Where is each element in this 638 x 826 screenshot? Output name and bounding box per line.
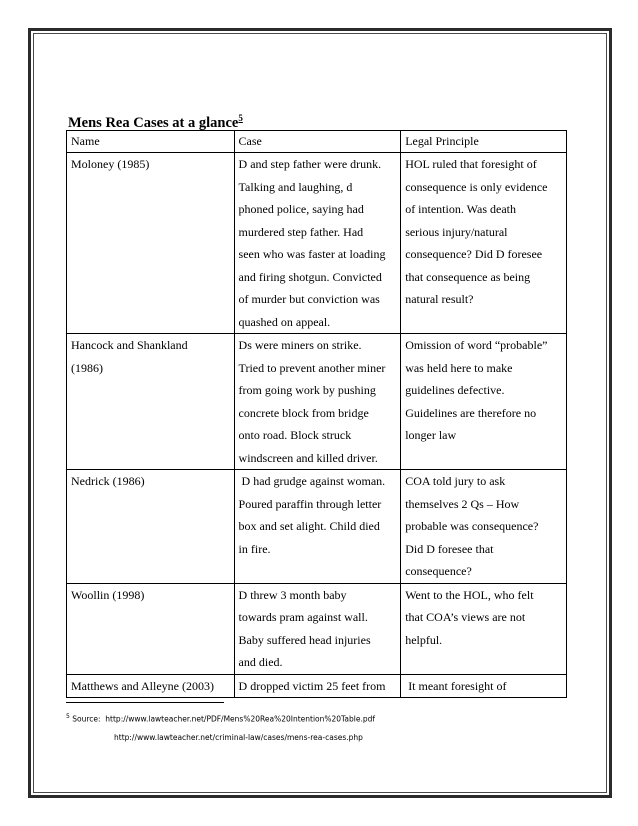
cell-line: guidelines defective. (405, 383, 505, 397)
footnote-separator (66, 702, 224, 703)
page-title: Mens Rea Cases at a glance$^5$ (68, 113, 243, 131)
table-row (67, 470, 567, 584)
cell-line: Poured paraffin through letter (238, 496, 382, 511)
cell-legal-principle (401, 153, 567, 334)
cell-line: themselves 2 Qs – How (405, 496, 520, 511)
cell-line: and firing shotgun. Convicted (238, 269, 382, 284)
column-header-legal-principle: Legal Principle (401, 131, 567, 153)
cell-line: Tried to prevent another miner (238, 360, 386, 375)
footnote-label: Source: (72, 714, 101, 724)
cell-line: was held here to make (405, 360, 513, 375)
cell-name (67, 334, 235, 470)
cell-line: Talking and laughing, d (238, 179, 353, 194)
cell-line: Ds were miners on strike. (238, 338, 362, 352)
cell-case (234, 334, 401, 470)
footnote-marker: 5 (66, 713, 70, 720)
cell-line: quashed on appeal. (238, 314, 331, 329)
cell-line: Guidelines are therefore no (405, 405, 537, 420)
cell-name (67, 583, 235, 674)
cell-line: in fire. (238, 541, 271, 556)
cell-case (234, 470, 401, 584)
cell-name (67, 674, 235, 698)
cell-legal-principle (401, 674, 567, 698)
cell-line: windscreen and killed driver. (238, 450, 378, 465)
cell-legal-principle (401, 470, 567, 584)
cell-line: phoned police, saying had (238, 202, 364, 216)
cell-line: that COA’s views are not (405, 610, 526, 624)
column-header-case: Case (234, 131, 401, 153)
footnote (66, 708, 375, 747)
cell-line: and died. (238, 655, 283, 669)
cell-line: box and set alight. Child died (238, 519, 380, 533)
cell-case (234, 153, 401, 334)
cell-legal-principle (401, 334, 567, 470)
cell-case (234, 674, 401, 698)
cell-line: Moloney (1985) (71, 157, 150, 171)
cell-name (67, 470, 235, 584)
cell-line: probable was consequence? (405, 519, 539, 533)
cell-name (67, 153, 235, 334)
cases-table (66, 130, 567, 698)
cell-line: Woollin (1998) (71, 587, 145, 602)
cell-line: consequence is only evidence (405, 179, 548, 194)
cell-line: consequence? Did D foresee (405, 247, 543, 261)
cell-line: Did D foresee that (405, 541, 494, 556)
cell-line: of murder but conviction was (238, 292, 380, 306)
cell-line: D threw 3 month baby (238, 587, 347, 602)
cell-line: murdered step father. Had (238, 224, 364, 239)
cell-line: D and step father were drunk. (238, 157, 382, 171)
cell-line: (1986) (71, 360, 103, 375)
cell-line: natural result? (405, 292, 474, 306)
cell-line: Nedrick (1986) (71, 474, 145, 488)
cell-line: Omission of word “probable” (405, 338, 548, 352)
cell-case (234, 583, 401, 674)
cell-line: concrete block from bridge (238, 405, 369, 420)
table-row (67, 674, 567, 698)
table-row (67, 153, 567, 334)
cell-line: onto road. Block struck (238, 428, 352, 442)
column-header-name: Name (67, 131, 235, 153)
cell-line: Hancock and Shankland (71, 338, 188, 352)
cell-legal-principle (401, 583, 567, 674)
cell-line: It meant foresight of (405, 678, 507, 693)
footnote-line-2 (66, 729, 375, 747)
cell-line: that consequence as being (405, 269, 531, 284)
cell-line: seen who was faster at loading (238, 247, 386, 261)
table-header-row (67, 131, 567, 153)
cell-line: longer law (405, 428, 457, 442)
cell-line: Went to the HOL, who felt (405, 587, 534, 602)
cell-line: Matthews and Alleyne (2003) (71, 678, 214, 693)
cell-line: serious injury/natural (405, 224, 508, 239)
cell-line: Baby suffered head injuries (238, 632, 371, 647)
cell-line: consequence? (405, 564, 472, 578)
cell-line: helpful. (405, 632, 443, 647)
cell-line: D had grudge against woman. (238, 474, 386, 488)
cell-line: HOL ruled that foresight of (405, 157, 537, 171)
footnote-line-1 (66, 708, 375, 729)
cell-line: COA told jury to ask (405, 474, 506, 488)
cell-line: towards pram against wall. (238, 610, 368, 624)
cell-line: from going work by pushing (238, 383, 376, 397)
footnote-link-1[interactable]: http://www.lawteacher.net/PDF/Mens%20Rea%20Intention%20Table.pdf (105, 714, 376, 724)
footnote-link-2[interactable]: http://www.lawteacher.net/criminal-law/cases/mens-rea-cases.php (114, 732, 363, 742)
footnote-reference: 5 (238, 113, 243, 123)
cell-line: of intention. Was death (405, 202, 516, 216)
cell-line: D dropped victim 25 feet from (238, 678, 386, 693)
table-row (67, 334, 567, 470)
table-row (67, 583, 567, 674)
